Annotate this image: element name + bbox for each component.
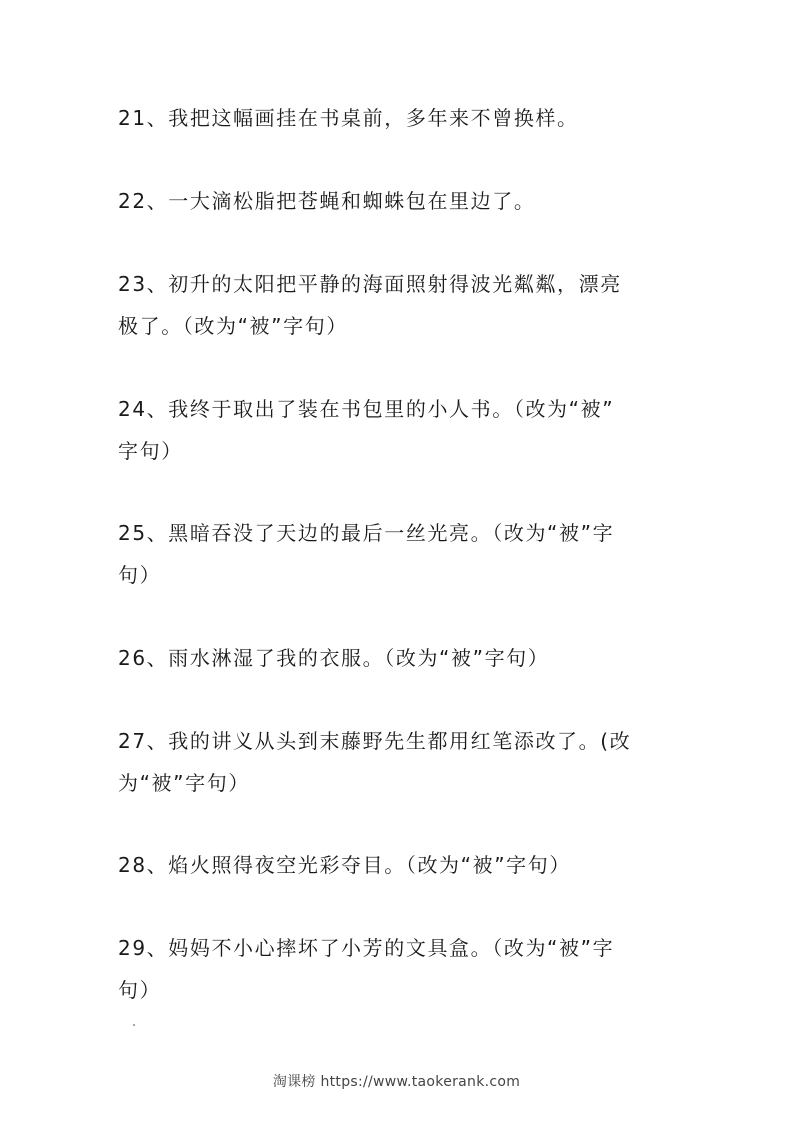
- stray-mark: [133, 1024, 135, 1026]
- question-27-line-2: 为“被”字句）: [118, 771, 250, 795]
- question-24-line-1: 24、我终于取出了装在书包里的小人书。（改为“被”: [118, 397, 615, 421]
- question-27-line-1: 27、我的讲义从头到末藤野先生都用红笔添改了。(改: [118, 729, 632, 753]
- question-25-line-1: 25、黑暗吞没了天边的最后一丝光亮。（改为“被”字: [118, 521, 615, 545]
- question-25-line-2: 句）: [118, 563, 162, 587]
- answer-line-21: ______________________________________: [118, 160, 439, 174]
- question-23-line-2: 极了。（改为“被”字句）: [118, 314, 348, 338]
- answer-line-24: ______________________________________: [118, 492, 439, 506]
- answer-line-28: ______________________________________: [118, 907, 439, 921]
- question-26-line-1: 26、雨水淋湿了我的衣服。（改为“被”字句）: [118, 646, 550, 670]
- footer-watermark: 淘课榜 https://www.taokerank.com: [272, 1074, 521, 1090]
- question-24-line-2: 字句）: [118, 439, 183, 463]
- question-22-line-1: 22、一大滴松脂把苍蝇和蜘蛛包在里边了。: [118, 189, 536, 213]
- answer-line-26: ______________________________________: [118, 700, 439, 714]
- question-29-line-1: 29、妈妈不小心摔坏了小芳的文具盒。（改为“被”字: [118, 936, 615, 960]
- answer-line-27: ______________________________________: [118, 824, 439, 838]
- question-21-line-1: 21、我把这幅画挂在书桌前，多年来不曾换样。: [118, 106, 579, 130]
- question-28-line-1: 28、焰火照得夜空光彩夺目。（改为“被”字句）: [118, 853, 571, 877]
- question-29-line-2: 句）: [118, 978, 162, 1002]
- answer-line-22: ______________________________________: [118, 243, 439, 257]
- answer-line-25: ______________________________________: [118, 617, 439, 631]
- answer-line-23: ______________________________________: [118, 368, 439, 382]
- question-23-line-1: 23、初升的太阳把平静的海面照射得波光粼粼，漂亮: [118, 272, 622, 296]
